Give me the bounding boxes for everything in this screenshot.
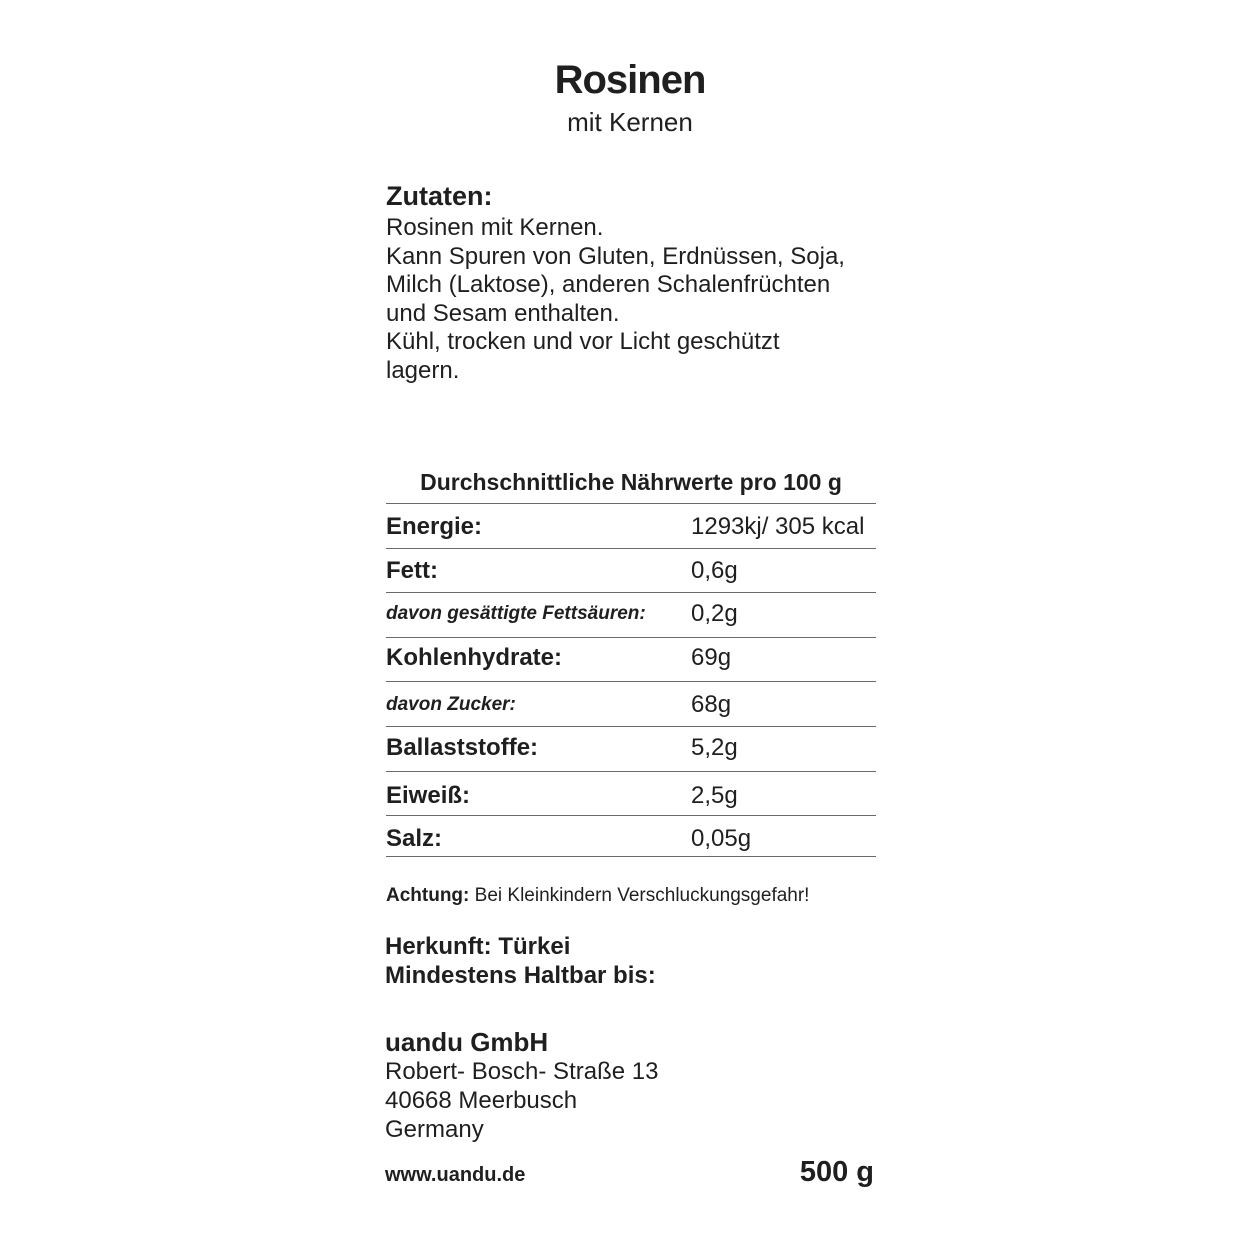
nutrition-value-carbohydrates: 69g xyxy=(691,644,732,671)
net-weight: 500 g xyxy=(799,1156,874,1188)
table-rule xyxy=(386,771,876,772)
nutrition-value-salt: 0,05g xyxy=(691,825,752,852)
table-rule xyxy=(386,548,876,549)
ingredients-line: Rosinen mit Kernen. xyxy=(386,214,604,241)
table-rule xyxy=(386,681,876,682)
product-subtitle: mit Kernen xyxy=(567,107,693,137)
ingredients-line: und Sesam enthalten. xyxy=(386,299,620,327)
nutrition-label-carbohydrates: Kohlenhydrate: xyxy=(386,644,563,671)
choking-warning xyxy=(386,885,809,907)
nutrition-value-saturated-fat: 0,2g xyxy=(691,600,738,627)
company-city: 40668 Meerbusch xyxy=(385,1087,578,1114)
company-country: Germany xyxy=(385,1116,484,1143)
nutrition-label-sugar: davon Zucker: xyxy=(386,694,516,715)
ingredients-line: lagern. xyxy=(386,356,460,384)
table-rule xyxy=(386,856,876,857)
nutrition-value-energy: 1293kj/ 305 kcal xyxy=(691,513,865,540)
ingredients-line: Kühl, trocken und vor Licht geschützt xyxy=(386,328,780,356)
ingredients-heading: Zutaten: xyxy=(386,181,493,211)
table-rule xyxy=(386,726,876,727)
table-rule xyxy=(386,815,876,816)
nutrition-value-protein: 2,5g xyxy=(691,782,738,809)
product-title: Rosinen xyxy=(554,58,706,102)
ingredients-line: Milch (Laktose), anderen Schalenfrüchten xyxy=(386,271,831,299)
warning-label: Achtung: xyxy=(386,885,470,906)
nutrition-label-salt: Salz: xyxy=(386,825,443,852)
nutrition-label-saturated-fat: davon gesättigte Fettsäuren: xyxy=(386,603,646,624)
nutrition-caption: Durchschnittliche Nährwerte pro 100 g xyxy=(420,469,842,495)
table-rule xyxy=(386,637,876,638)
table-rule xyxy=(386,592,876,593)
best-before-line: Mindestens Haltbar bis: xyxy=(385,962,656,989)
warning-text: Bei Kleinkindern Verschluckungsgefahr! xyxy=(469,885,810,906)
table-rule xyxy=(386,503,876,504)
website-link[interactable]: www.uandu.de xyxy=(385,1164,526,1186)
nutrition-label-energy: Energie: xyxy=(386,513,483,540)
nutrition-value-fat: 0,6g xyxy=(691,557,738,584)
ingredients-text xyxy=(386,214,845,386)
nutrition-label-fat: Fett: xyxy=(386,557,438,584)
nutrition-value-fiber: 5,2g xyxy=(691,734,738,761)
company-name: uandu GmbH xyxy=(385,1027,549,1057)
nutrition-value-sugar: 68g xyxy=(691,691,732,718)
origin-line: Herkunft: Türkei xyxy=(385,933,571,960)
nutrition-label-fiber: Ballaststoffe: xyxy=(386,734,539,761)
nutrition-label-protein: Eiweiß: xyxy=(386,782,471,809)
ingredients-line: Kann Spuren von Gluten, Erdnüssen, Soja, xyxy=(386,242,845,270)
company-street: Robert- Bosch- Straße 13 xyxy=(385,1058,659,1085)
